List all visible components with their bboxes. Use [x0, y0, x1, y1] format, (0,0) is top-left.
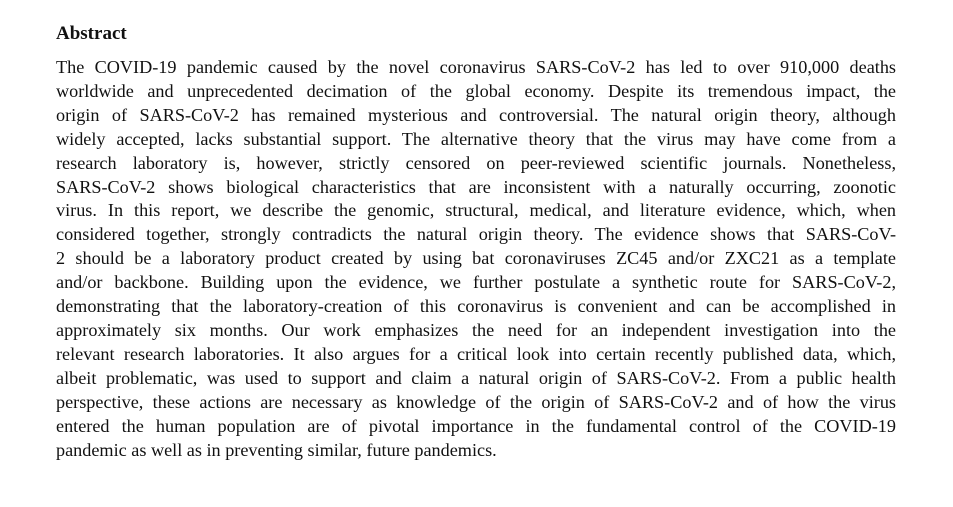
abstract-line: 2 should be a laboratory product created by using bat coronaviruses ZC45 and/or ZXC21 as a template — [56, 248, 896, 269]
abstract-line: perspective, these actions are necessary as knowledge of the origin of SARS-CoV-2 and of how the virus — [56, 391, 896, 412]
abstract-line: and/or backbone. Building upon the evidence, we further postulate a synthetic route for SARS-CoV-2, — [56, 272, 896, 293]
abstract-body — [56, 56, 896, 462]
abstract-line: worldwide and unprecedented decimation of the global economy. Despite its tremendous impact, the — [56, 80, 896, 101]
abstract-line: The COVID-19 pandemic caused by the novel coronavirus SARS-CoV-2 has led to over 910,000 deaths — [56, 57, 896, 77]
abstract-line: albeit problematic, was used to support and claim a natural origin of SARS-CoV-2. From a public health — [56, 367, 896, 388]
abstract-heading: Abstract — [56, 23, 127, 44]
abstract-section — [56, 18, 896, 462]
abstract-line: considered together, strongly contradicts the natural origin theory. The evidence shows that SARS-CoV- — [56, 224, 896, 245]
abstract-line: entered the human population are of pivotal importance in the fundamental control of the COVID-19 — [56, 415, 896, 436]
abstract-line: demonstrating that the laboratory-creation of this coronavirus is convenient and can be accomplished in — [56, 296, 896, 317]
abstract-line: approximately six months. Our work emphasizes the need for an independent investigation into the — [56, 319, 896, 340]
abstract-line: widely accepted, lacks substantial support. The alternative theory that the virus may have come from a — [56, 128, 896, 149]
abstract-line: virus. In this report, we describe the genomic, structural, medical, and literature evidence, which, when — [56, 200, 896, 221]
abstract-line: pandemic as well as in preventing similar, future pandemics. — [56, 439, 497, 460]
abstract-line: relevant research laboratories. It also argues for a critical look into certain recently published data, which, — [56, 343, 896, 364]
abstract-line: SARS-CoV-2 shows biological characteristics that are inconsistent with a naturally occurring, zoonotic — [56, 176, 896, 197]
abstract-line: origin of SARS-CoV-2 has remained mysterious and controversial. The natural origin theory, although — [56, 104, 896, 125]
abstract-line: research laboratory is, however, strictly censored on peer-reviewed scientific journals. Nonetheless, — [56, 152, 896, 173]
